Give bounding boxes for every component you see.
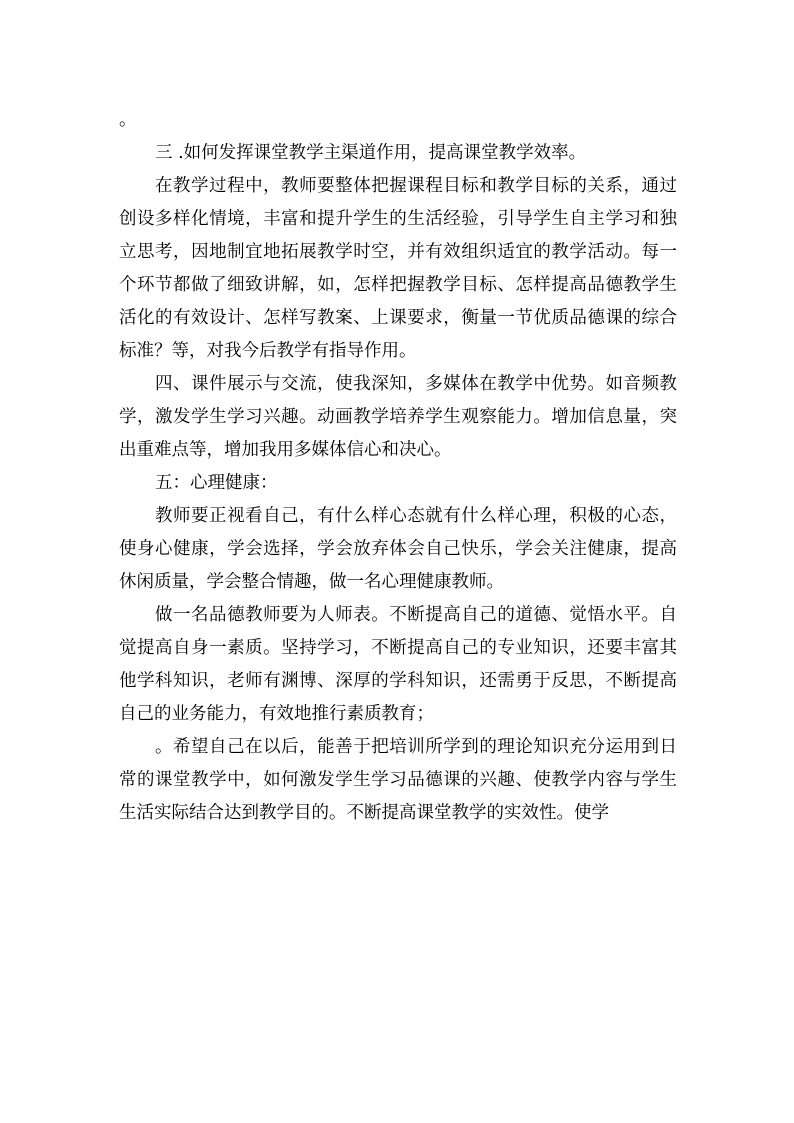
paragraph-mental-health: 教师要正视看自己，有什么样心态就有什么样心理，积极的心态，使身心健康，学会选择，学会放弃体会自己快乐，学会关注健康，提高休闲质量，学会整合情趣，做一名心理健康教师。 bbox=[119, 506, 677, 592]
section-heading-3: 三 .如何发挥课堂教学主渠道作用，提高课堂教学效率。 bbox=[155, 143, 587, 163]
paragraph-fragment: 。 bbox=[119, 110, 137, 130]
section-heading-4-paragraph: 四、课件展示与交流，使我深知，多媒体在教学中优势。如音频教学，激发学生学习兴趣。动画教学培养学生观察能力。增加信息量，突出重难点等，增加我用多媒体信心和决心。 bbox=[119, 374, 677, 460]
document-body bbox=[119, 104, 677, 830]
paragraph-future-hopes: 。希望自己在以后，能善于把培训所学到的理论知识充分运用到日常的课堂教学中，如何激发学生学习品德课的兴趣、使教学内容与学生生活实际结合达到教学目的。不断提高课堂教学的实效性。使学 bbox=[119, 737, 677, 823]
section-heading-5: 五：心理健康： bbox=[155, 473, 278, 493]
paragraph-teacher-role-model: 做一名品德教师要为人师表。不断提高自己的道德、觉悟水平。自觉提高自身一素质。坚持学习，不断提高自己的专业知识，还要丰富其他学科知识，老师有渊博、深厚的学科知识，还需勇于反思，不断提高自己的业务能力，有效地推行素质教育； bbox=[119, 605, 677, 724]
paragraph-teaching-process: 在教学过程中，教师要整体把握课程目标和教学目标的关系，通过创设多样化情境，丰富和提升学生的生活经验，引导学生自主学习和独立思考，因地制宜地拓展教学时空，并有效组织适宜的教学活动。每一个环节都做了细致讲解，如，怎样把握教学目标、怎样提高品德教学生活化的有效设计、怎样写教案、上课要求，衡量一节优质品德课的综合标准？等，对我今后教学有指导作用。 bbox=[119, 176, 677, 361]
